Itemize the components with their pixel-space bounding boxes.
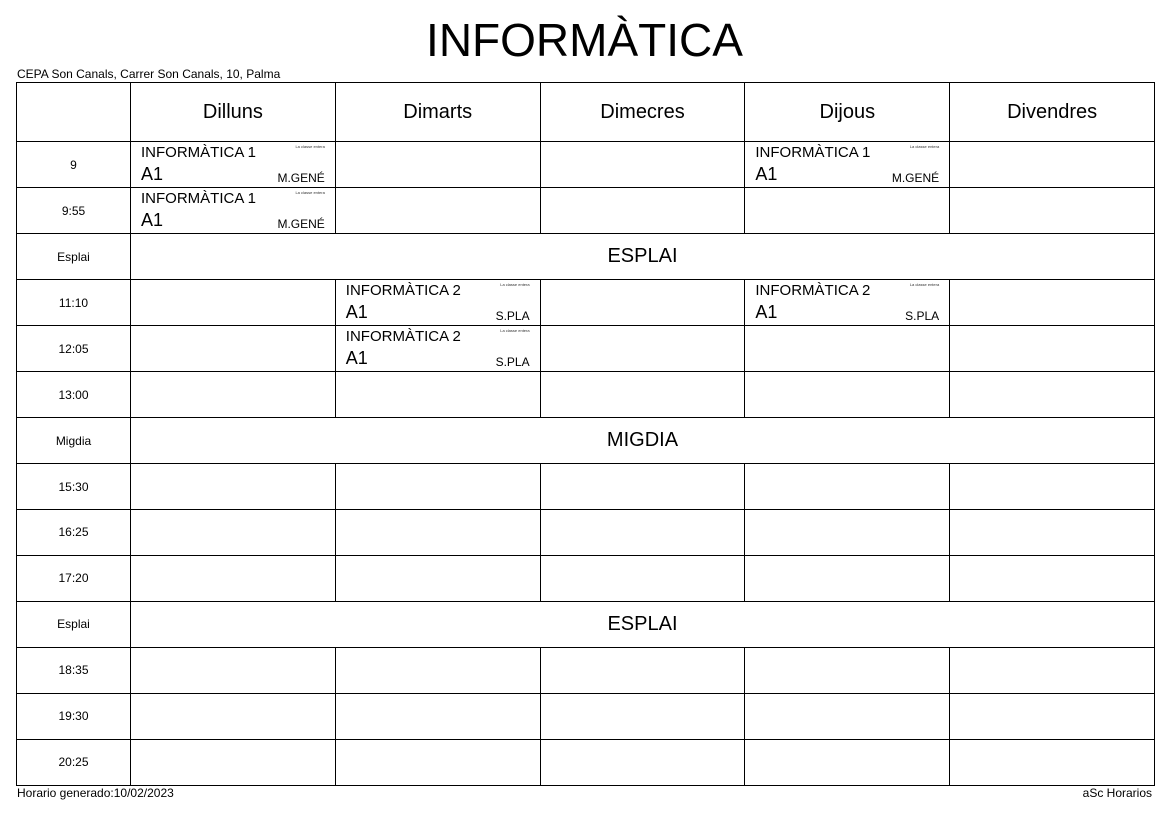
empty-cell[interactable] [131, 647, 336, 693]
table-row [17, 693, 1155, 739]
empty-cell[interactable] [950, 188, 1155, 234]
empty-cell[interactable] [950, 510, 1155, 556]
empty-cell[interactable] [335, 647, 540, 693]
table-row [17, 326, 1155, 372]
empty-cell[interactable] [540, 142, 745, 188]
table-row [17, 418, 1155, 464]
lesson-subject: INFORMÀTICA 2 [345, 328, 461, 346]
empty-cell[interactable] [950, 647, 1155, 693]
lesson-note: La classe entera [909, 282, 940, 288]
lesson-note: La classe entera [500, 328, 530, 334]
corner-cell [17, 83, 131, 142]
lesson-group: A1 [141, 164, 164, 185]
table-row [17, 372, 1155, 418]
time-slot-label: 17:20 [17, 555, 131, 601]
brand-label: aSc Horarios [1082, 786, 1152, 800]
empty-cell[interactable] [540, 372, 745, 418]
empty-cell[interactable] [335, 142, 540, 188]
lesson-cell[interactable] [335, 280, 540, 326]
empty-cell[interactable] [540, 647, 745, 693]
empty-cell[interactable] [540, 464, 745, 510]
empty-cell[interactable] [745, 464, 950, 510]
lesson-subject: INFORMÀTICA 1 [141, 190, 257, 208]
table-row [17, 188, 1155, 234]
lesson-cell[interactable] [745, 280, 950, 326]
lesson-teacher: M.GENÉ [891, 171, 940, 186]
lesson-group: A1 [755, 302, 778, 323]
lesson-subject: INFORMÀTICA 2 [345, 282, 461, 300]
lesson-cell[interactable] [131, 142, 336, 188]
lesson-group: A1 [141, 210, 164, 231]
empty-cell[interactable] [745, 555, 950, 601]
table-row [17, 739, 1155, 785]
lesson-note: La classe entera [909, 144, 940, 150]
time-slot-label: Esplai [17, 601, 131, 647]
lesson-teacher: S.PLA [495, 309, 530, 324]
time-slot-label: 16:25 [17, 510, 131, 556]
empty-cell[interactable] [540, 739, 745, 785]
lesson-group: A1 [345, 302, 368, 323]
empty-cell[interactable] [950, 280, 1155, 326]
empty-cell[interactable] [950, 142, 1155, 188]
time-slot-label: 18:35 [17, 647, 131, 693]
break-row: MIGDIA [131, 418, 1155, 464]
empty-cell[interactable] [540, 326, 745, 372]
empty-cell[interactable] [335, 372, 540, 418]
empty-cell[interactable] [950, 555, 1155, 601]
empty-cell[interactable] [131, 326, 336, 372]
lesson-note: La classe entera [295, 144, 325, 150]
lesson-note: La classe entera [500, 282, 530, 288]
day-header: Dimarts [335, 83, 540, 142]
break-row: ESPLAI [131, 234, 1155, 280]
time-slot-label: 11:10 [17, 280, 131, 326]
lesson-teacher: S.PLA [495, 355, 530, 370]
lesson-subject: INFORMÀTICA 1 [755, 144, 871, 162]
empty-cell[interactable] [335, 188, 540, 234]
lesson-teacher: S.PLA [905, 309, 940, 324]
day-header: Dimecres [540, 83, 745, 142]
lesson-subject: INFORMÀTICA 2 [755, 282, 871, 300]
lesson-subject: INFORMÀTICA 1 [141, 144, 257, 162]
empty-cell[interactable] [335, 555, 540, 601]
empty-cell[interactable] [335, 693, 540, 739]
day-header: Dijous [745, 83, 950, 142]
time-slot-label: 15:30 [17, 464, 131, 510]
table-row [17, 142, 1155, 188]
empty-cell[interactable] [950, 372, 1155, 418]
empty-cell[interactable] [131, 510, 336, 556]
table-row [17, 464, 1155, 510]
empty-cell[interactable] [335, 464, 540, 510]
time-slot-label: 9:55 [17, 188, 131, 234]
lesson-cell[interactable] [335, 326, 540, 372]
empty-cell[interactable] [540, 510, 745, 556]
empty-cell[interactable] [745, 693, 950, 739]
empty-cell[interactable] [131, 372, 336, 418]
lesson-cell[interactable] [745, 142, 950, 188]
empty-cell[interactable] [950, 326, 1155, 372]
header-row [17, 83, 1155, 142]
time-slot-label: Migdia [17, 418, 131, 464]
day-header: Divendres [950, 83, 1155, 142]
time-slot-label: Esplai [17, 234, 131, 280]
empty-cell[interactable] [745, 510, 950, 556]
empty-cell[interactable] [131, 693, 336, 739]
empty-cell[interactable] [131, 464, 336, 510]
page-title: INFORMÀTICA [426, 14, 743, 66]
time-slot-label: 19:30 [17, 693, 131, 739]
empty-cell[interactable] [540, 280, 745, 326]
time-slot-label: 20:25 [17, 739, 131, 785]
time-slot-label: 13:00 [17, 372, 131, 418]
lesson-teacher: M.GENÉ [277, 171, 325, 186]
break-row: ESPLAI [131, 601, 1155, 647]
lesson-group: A1 [345, 348, 368, 369]
table-row [17, 601, 1155, 647]
time-slot-label: 12:05 [17, 326, 131, 372]
empty-cell[interactable] [335, 510, 540, 556]
timetable [16, 82, 1155, 786]
time-slot-label: 9 [17, 142, 131, 188]
empty-cell[interactable] [745, 739, 950, 785]
empty-cell[interactable] [131, 555, 336, 601]
day-header: Dilluns [131, 83, 336, 142]
empty-cell[interactable] [745, 647, 950, 693]
empty-cell[interactable] [131, 280, 336, 326]
lesson-cell[interactable] [131, 188, 336, 234]
empty-cell[interactable] [950, 739, 1155, 785]
school-address: CEPA Son Canals, Carrer Son Canals, 10, Palma [17, 67, 281, 81]
empty-cell[interactable] [745, 326, 950, 372]
table-row [17, 510, 1155, 556]
table-row [17, 647, 1155, 693]
lesson-group: A1 [755, 164, 778, 185]
empty-cell[interactable] [335, 739, 540, 785]
table-row [17, 555, 1155, 601]
empty-cell[interactable] [540, 693, 745, 739]
empty-cell[interactable] [950, 464, 1155, 510]
empty-cell[interactable] [540, 555, 745, 601]
lesson-note: La classe entera [295, 190, 325, 196]
empty-cell[interactable] [131, 739, 336, 785]
empty-cell[interactable] [745, 188, 950, 234]
empty-cell[interactable] [540, 188, 745, 234]
generated-date: Horario generado:10/02/2023 [17, 786, 174, 800]
empty-cell[interactable] [745, 372, 950, 418]
empty-cell[interactable] [950, 693, 1155, 739]
table-row [17, 234, 1155, 280]
lesson-teacher: M.GENÉ [277, 217, 325, 232]
table-row [17, 280, 1155, 326]
